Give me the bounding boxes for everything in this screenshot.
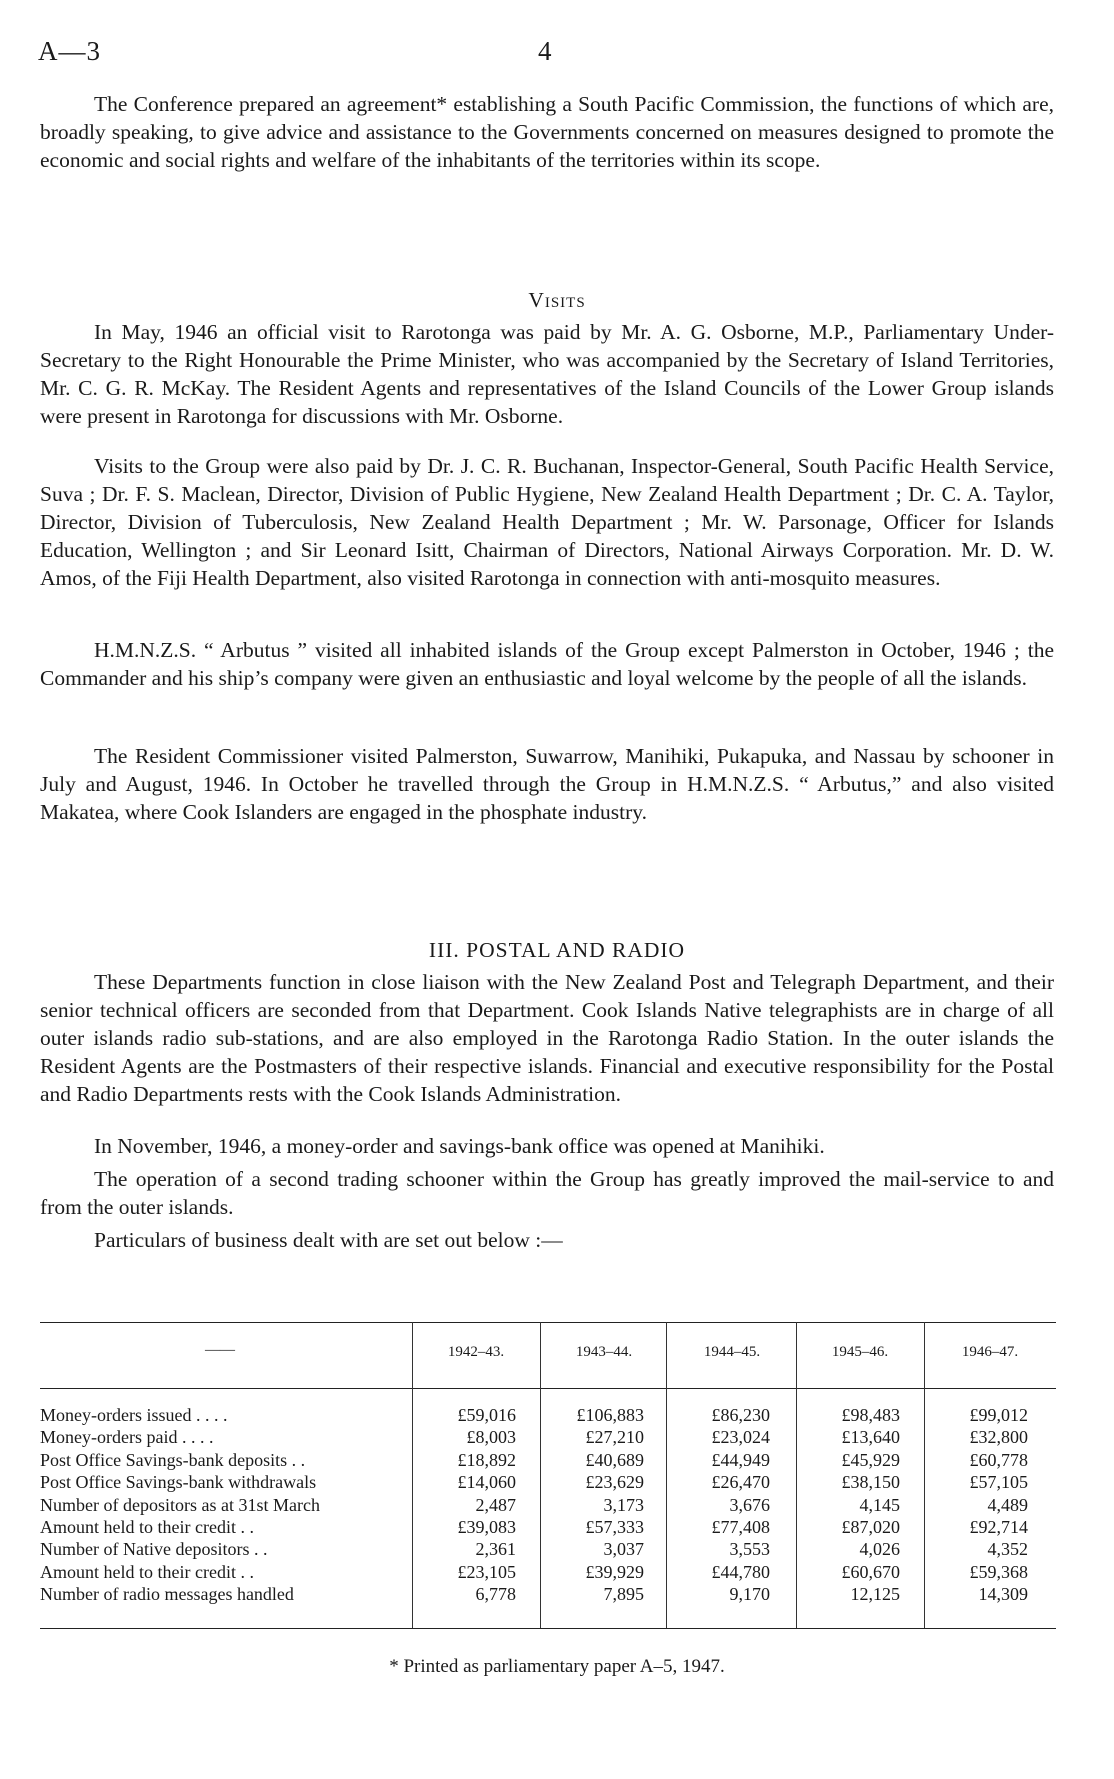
postal-paragraph: Particulars of business dealt with are set out below :— [94,1228,563,1252]
column-header: 1944–45. [703,1344,761,1360]
table-cell: £23,024 [711,1427,770,1448]
table-cell: £87,020 [841,1517,900,1537]
column-header: 1943–44. [575,1344,633,1360]
table-cell: 3,173 [603,1494,644,1515]
intro-paragraph: The Conference prepared an agreement* establishing a South Pacific Commission, the functions of which are, broadly speaking, to give advice and assistance to the Governments concerned on measures designed to promote the economic and social rights and welfare of the inhabitants of the territories within its scope. [40,92,1054,172]
table-cell: £60,778 [969,1449,1028,1470]
visits-paragraph: H.M.N.Z.S. “ Arbutus ” visited all inhabited islands of the Group except Palmerston in October, 1946 ; the Commander and his ship’s company were given an enthusiastic and loyal welcome by the people of all the islands. [40,638,1054,690]
table-cell: £59,016 [457,1405,516,1425]
table-cell: £106,883 [576,1405,644,1425]
table-cell: £27,210 [585,1427,644,1448]
table-cell: 3,037 [603,1539,644,1560]
table-row-label: Post Office Savings-bank withdrawals [40,1472,317,1493]
table-row-label: Post Office Savings-bank deposits . . [40,1449,306,1470]
table-cell: £86,230 [711,1405,770,1425]
table-cell: £92,714 [969,1517,1028,1537]
table-row-label: Number of Native depositors . . [40,1539,268,1560]
table-row-label: Amount held to their credit . . [40,1517,254,1537]
table-cell: £77,408 [711,1517,770,1537]
table-cell: £26,470 [711,1472,770,1493]
table-cell: 4,026 [859,1539,900,1560]
table-cell: £45,929 [841,1449,900,1470]
table-cell: 6,778 [475,1584,516,1605]
table-row-label: Money-orders issued . . . . [40,1405,228,1425]
table-header-rule [40,1388,1056,1389]
table-top-rule [40,1322,1056,1323]
table-cell: £44,780 [711,1561,770,1582]
table-cell: £98,483 [841,1405,900,1425]
table-cell: £14,060 [457,1472,516,1493]
visits-heading: Visits [528,288,586,312]
series-marker: A—3 [38,36,101,66]
table-cell: £38,150 [841,1472,900,1493]
table-cell: 3,676 [729,1494,770,1515]
table-cell: £59,368 [969,1561,1028,1582]
table-row-label: Amount held to their credit . . [40,1561,254,1582]
stub-header: —— [205,1342,235,1358]
table-cell: 4,489 [987,1494,1028,1515]
table-cell: £99,012 [969,1405,1028,1425]
postal-paragraph: In November, 1946, a money-order and savings-bank office was opened at Manihiki. [94,1134,825,1158]
table-cell: 4,145 [859,1494,900,1515]
page-number: 4 [538,36,552,66]
table-cell: 3,553 [729,1539,770,1560]
table-cell: 14,309 [978,1584,1028,1605]
column-header: 1942–43. [447,1344,505,1360]
postal-radio-heading: III. POSTAL AND RADIO [428,938,686,962]
table-cell: £39,929 [585,1561,644,1582]
table-cell: £13,640 [841,1427,900,1448]
table-cell: £8,003 [466,1427,516,1448]
postal-paragraph: These Departments function in close liaison with the New Zealand Post and Telegraph Department, and their senior technical officers are seconded from that Department. Cook Islands Native telegraphists are in charge of all outer islands radio sub-stations, and are also employed in the Rarotonga Radio Station. In the outer islands the Resident Agents are the Postmasters of their respective islands. Financial and executive responsibility for the Postal and Radio Departments rests with the Cook Islands Administration. [40,970,1054,1106]
table-row-label: Number of radio messages handled [40,1584,294,1605]
table-row-label: Number of depositors as at 31st March [40,1494,320,1515]
visits-paragraph: In May, 1946 an official visit to Rarotonga was paid by Mr. A. G. Osborne, M.P., Parliamentary Under-Secretary to the Right Honourable the Prime Minister, who was accompanied by the Secretary of Island Territories, Mr. C. G. R. McKay. The Resident Agents and representatives of the Island Councils of the Lower Group islands were present in Rarotonga for discussions with Mr. Osborne. [40,320,1054,428]
postal-paragraph: The operation of a second trading schooner within the Group has greatly improved the mail-service to and from the outer islands. [40,1167,1054,1219]
table-cell: £40,689 [585,1449,644,1470]
table-cell: 7,895 [603,1584,644,1605]
visits-paragraph: The Resident Commissioner visited Palmerston, Suwarrow, Manihiki, Pukapuka, and Nassau by schooner in July and August, 1946. In October he travelled through the Group in H.M.N.Z.S. “ Arbutus,” and also visited Makatea, where Cook Islanders are engaged in the phosphate industry. [40,744,1054,824]
table-bottom-rule [40,1628,1056,1629]
table-cell: £39,083 [457,1517,516,1537]
table-row-label: Money-orders paid . . . . [40,1427,214,1448]
table-cell: 12,125 [850,1584,900,1605]
table-cell: £18,892 [457,1449,516,1470]
visits-paragraph: Visits to the Group were also paid by Dr. J. C. R. Buchanan, Inspector-General, South Pacific Health Service, Suva ; Dr. F. S. Maclean, Director, Division of Public Hygiene, New Zealand Health Department ; Dr. C. A. Taylor, Director, Division of Tuberculosis, New Zealand Health Department ; Mr. W. Parsonage, Officer for Islands Education, Wellington ; and Sir Leonard Isitt, Chairman of Directors, National Airways Corporation. Mr. D. W. Amos, of the Fiji Health Department, also visited Rarotonga in connection with anti-mosquito measures. [40,454,1054,590]
table-cell: £57,105 [969,1472,1028,1493]
table-cell: £57,333 [585,1517,644,1537]
table-cell: £44,949 [711,1449,770,1470]
column-header: 1946–47. [961,1344,1019,1360]
table-cell: 4,352 [987,1539,1028,1560]
table-cell: 2,361 [475,1539,516,1560]
table-cell: £23,105 [457,1561,516,1582]
footnote: * Printed as parliamentary paper A–5, 1947. [389,1656,725,1677]
table-cell: £60,670 [841,1561,900,1582]
table-cell: 9,170 [729,1584,770,1605]
table-cell: £32,800 [969,1427,1028,1448]
table-cell: 2,487 [475,1494,516,1515]
column-header: 1945–46. [831,1344,889,1360]
table-cell: £23,629 [585,1472,644,1493]
